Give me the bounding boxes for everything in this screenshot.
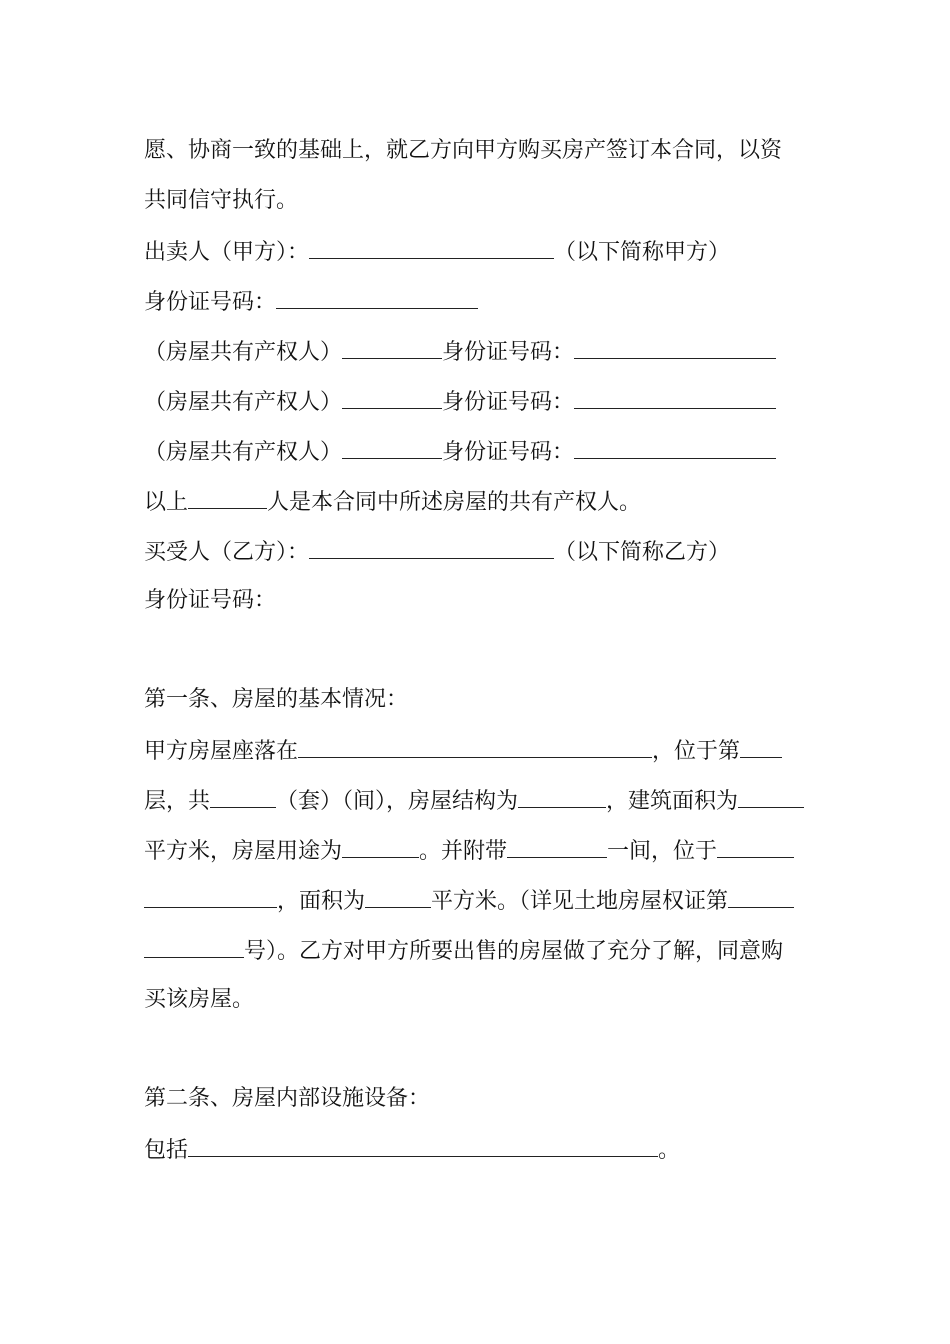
seller-label: 出卖人（甲方）： (144, 240, 310, 265)
floor-blank[interactable] (740, 735, 782, 758)
line-text: 。并附带 (419, 839, 508, 864)
line-text: 号）。乙方对甲方所要出售的房屋做了充分了解，同意购 (244, 939, 784, 964)
attachment-location-cont-blank[interactable] (144, 885, 277, 908)
location-blank[interactable] (298, 735, 652, 758)
id-label: 身份证号码： (144, 588, 277, 613)
article-two-heading (144, 1084, 430, 1114)
co-owner-line (144, 336, 776, 366)
co-owner-id-blank[interactable] (574, 436, 776, 459)
text-line (144, 735, 782, 765)
id-label: 身份证号码： (144, 290, 277, 315)
co-owner-line (144, 436, 776, 466)
line-text: 愿、协商一致的基础上，就乙方向甲方购买房产签订本合同，以资 (144, 138, 783, 163)
line-text: 。 (658, 1138, 681, 1163)
line-text: 层，共 (144, 789, 211, 814)
co-owner-label: （房屋共有产权人） (144, 390, 343, 415)
section-heading: 第一条、房屋的基本情况： (144, 687, 409, 712)
text-line (144, 136, 782, 166)
line-text: 平方米，房屋用途为 (144, 839, 343, 864)
attachment-blank[interactable] (507, 835, 607, 858)
co-owner-label: （房屋共有产权人） (144, 440, 343, 465)
line-text: 买该房屋。 (144, 987, 255, 1012)
co-owner-line (144, 386, 776, 416)
text-line (144, 186, 298, 216)
line-text: 人是本合同中所述房屋的共有产权人。 (267, 490, 642, 515)
seller-line (144, 236, 730, 266)
attachment-area-blank[interactable] (365, 885, 431, 908)
seller-id-blank[interactable] (276, 286, 478, 309)
attachment-location-blank[interactable] (717, 835, 794, 858)
line-text: ，面积为 (277, 889, 366, 914)
certificate-no-cont-blank[interactable] (144, 935, 244, 958)
id-label: 身份证号码： (442, 390, 575, 415)
certificate-no-blank[interactable] (728, 885, 794, 908)
co-owner-count-line (144, 486, 641, 516)
buyer-line (144, 536, 730, 566)
section-heading: 第二条、房屋内部设施设备： (144, 1086, 431, 1111)
buyer-label: 买受人（乙方）： (144, 540, 310, 565)
id-label: 身份证号码： (442, 440, 575, 465)
co-owner-id-blank[interactable] (574, 336, 776, 359)
line-text: 包括 (144, 1138, 189, 1163)
text-line (144, 785, 804, 815)
line-text: ，位于第 (652, 739, 741, 764)
text-line (144, 985, 254, 1015)
line-text: 甲方房屋座落在 (144, 739, 299, 764)
co-owner-label: （房屋共有产权人） (144, 340, 343, 365)
co-owner-name-blank[interactable] (342, 336, 442, 359)
line-text: 平方米。（详见土地房屋权证第 (431, 889, 729, 914)
owner-count-blank[interactable] (188, 486, 267, 509)
text-line (144, 1134, 680, 1164)
buyer-name-blank[interactable] (309, 536, 554, 559)
buyer-note: （以下简称乙方） (554, 540, 731, 565)
area-blank[interactable] (738, 785, 804, 808)
seller-note: （以下简称甲方） (554, 240, 731, 265)
line-text: 一间，位于 (607, 839, 718, 864)
buyer-id-line (144, 586, 276, 616)
text-line (144, 835, 794, 865)
text-line (144, 885, 794, 915)
line-text: 以上 (144, 490, 189, 515)
usage-blank[interactable] (342, 835, 419, 858)
unit-count-blank[interactable] (210, 785, 276, 808)
line-text: 共同信守执行。 (144, 188, 299, 213)
id-label: 身份证号码： (442, 340, 575, 365)
text-line (144, 935, 783, 965)
line-text: （套）（间），房屋结构为 (276, 789, 519, 814)
co-owner-name-blank[interactable] (342, 386, 442, 409)
co-owner-name-blank[interactable] (342, 436, 442, 459)
seller-id-line (144, 286, 478, 316)
seller-name-blank[interactable] (309, 236, 554, 259)
facilities-blank[interactable] (188, 1134, 658, 1157)
structure-blank[interactable] (518, 785, 606, 808)
article-one-heading (144, 685, 408, 715)
co-owner-id-blank[interactable] (574, 386, 776, 409)
line-text: ，建筑面积为 (606, 789, 739, 814)
